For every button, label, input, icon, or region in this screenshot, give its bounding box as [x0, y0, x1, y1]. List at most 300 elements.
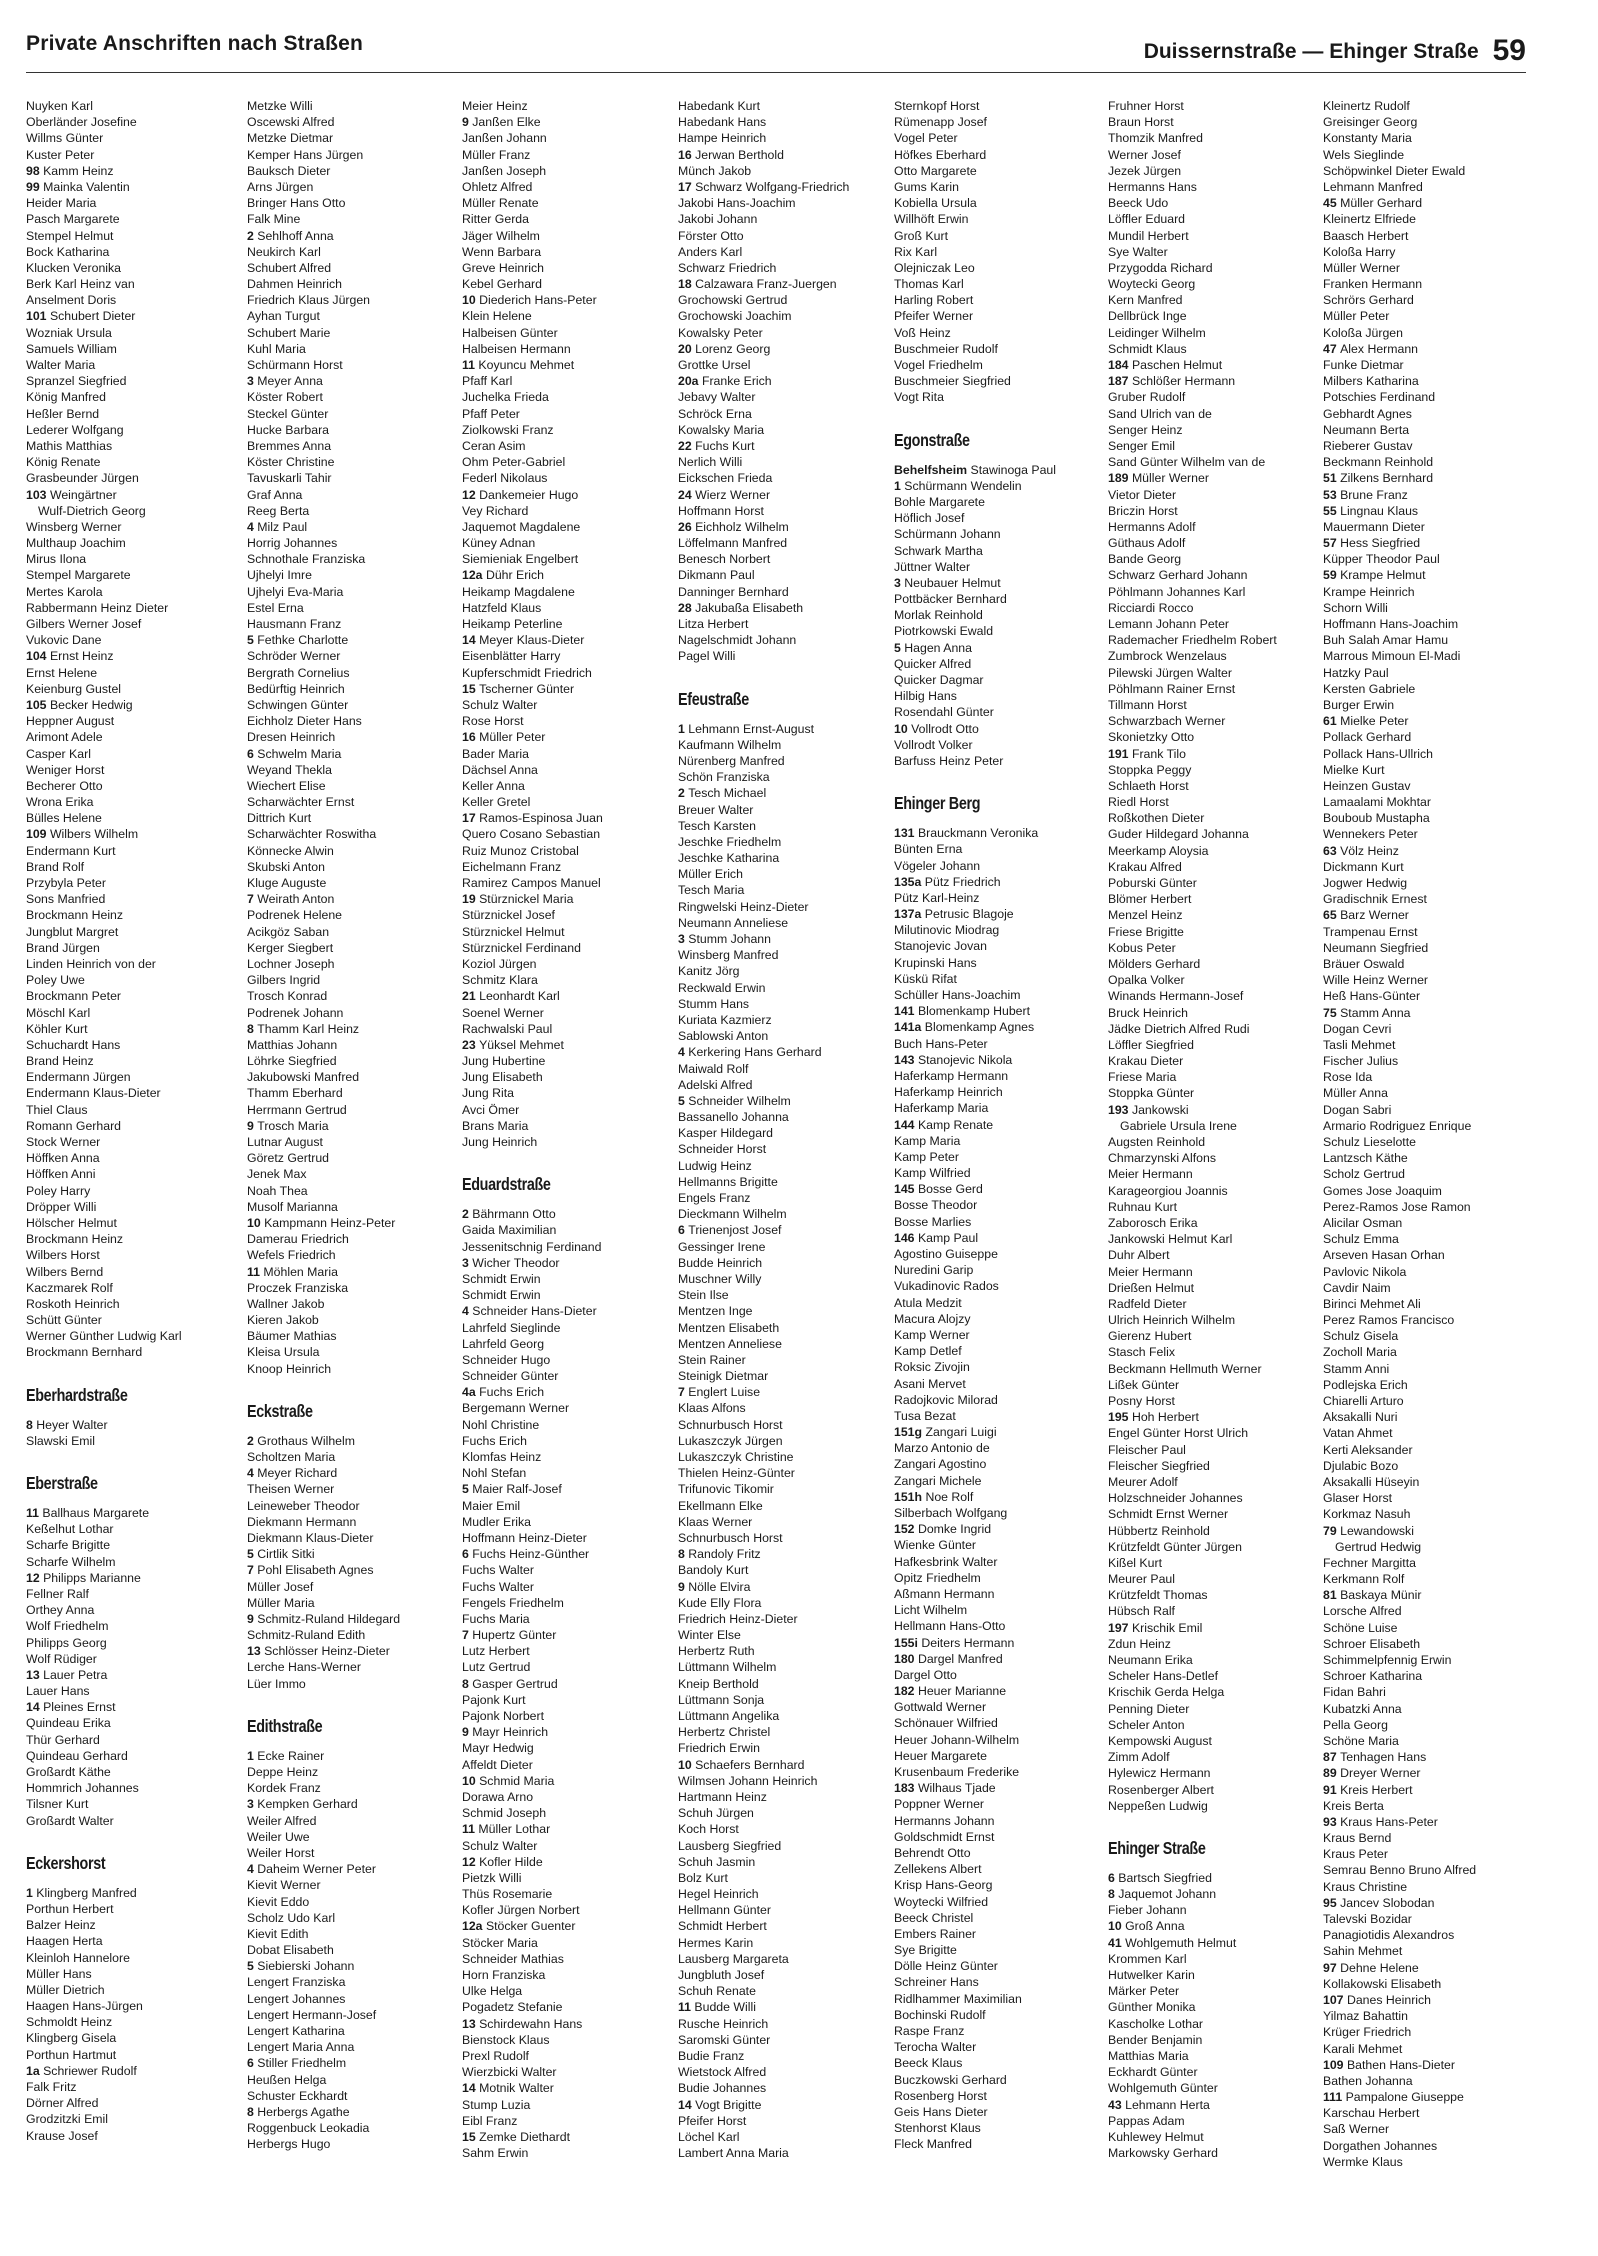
resident-entry: Halbeisen Günter [462, 325, 558, 340]
resident-entry: Lamaalami Mokhtar [1323, 795, 1431, 810]
resident-entry: Schmidt Herbert [678, 1919, 767, 1934]
resident-entry: Licht Wilhelm [894, 1603, 968, 1618]
resident-entry: 5 Maier Ralf-Josef [462, 1482, 562, 1497]
resident-entry: Kobiella Ursula [894, 196, 977, 211]
resident-entry: 143 Stanojevic Nikola [894, 1052, 1013, 1067]
resident-entry: Krakau Alfred [1108, 859, 1182, 874]
resident-entry: Habedank Hans [678, 115, 767, 130]
resident-entry: Kleinloh Hannelore [26, 1950, 130, 1965]
resident-entry: Brans Maria [462, 1118, 529, 1133]
resident-entry: Avci Ömer [462, 1102, 520, 1117]
resident-entry: Scharwächter Ernst [247, 795, 355, 810]
resident-entry: Bringer Hans Otto [247, 196, 346, 211]
resident-entry: 189 Müller Werner [1108, 471, 1209, 486]
resident-entry: Küskü Rifat [894, 971, 957, 986]
resident-entry: 105 Becker Hedwig [26, 697, 133, 712]
resident-entry: Hucke Barbara [247, 422, 330, 437]
resident-entry: Maier Emil [462, 1498, 521, 1513]
resident-entry: Lukaszczyk Jürgen [678, 1433, 783, 1448]
resident-entry: Friedrich Klaus Jürgen [247, 293, 371, 308]
resident-entry: Tilsner Kurt [26, 1797, 89, 1812]
resident-entry: Greve Heinrich [462, 260, 545, 275]
resident-entry: Jädke Dietrich Alfred Rudi [1108, 1021, 1250, 1036]
resident-entry: Rose Horst [462, 714, 524, 729]
resident-entry: Przygodda Richard [1108, 260, 1213, 275]
house-number: 3 [247, 374, 258, 389]
house-number: 26 [678, 519, 696, 534]
resident-entry: Ceran Asim [462, 438, 526, 453]
resident-entry: Heuer Johann-Wilhelm [894, 1732, 1020, 1747]
house-number: 5 [247, 633, 258, 648]
resident-entry: Krüger Friedrich [1323, 2025, 1412, 2040]
resident-entry: Schön Franziska [678, 770, 770, 785]
resident-entry: Soenel Werner [462, 1005, 544, 1020]
resident-entry: 7 Pohl Elisabeth Agnes [247, 1563, 374, 1578]
resident-entry: Heß Hans-Günter [1323, 989, 1421, 1004]
resident-entry: Dikmann Paul [678, 568, 755, 583]
resident-entry: Keller Anna [462, 778, 525, 793]
resident-entry: Becherer Otto [26, 778, 103, 793]
resident-entry: Behrendt Otto [894, 1845, 971, 1860]
resident-entry: Bader Maria [462, 746, 529, 761]
house-number: 184 [1108, 358, 1132, 372]
resident-entry: Kemper Hans Jürgen [247, 147, 364, 162]
resident-entry: Fuchs Erich [462, 1433, 527, 1448]
resident-entry: Stein Rainer [678, 1352, 746, 1367]
resident-entry: Gilbers Ingrid [247, 973, 321, 988]
resident-entry: Nohl Stefan [462, 1466, 527, 1481]
resident-entry: Klingberg Gisela [26, 2031, 117, 2046]
resident-entry: 2 Tesch Michael [678, 786, 767, 801]
resident-entry: Lausberg Siegfried [678, 1838, 782, 1853]
resident-entry: 13 Schlösser Heinz-Dieter [247, 1644, 390, 1659]
resident-entry: Hermes Karin [678, 1935, 754, 1950]
house-number: 13 [462, 2016, 480, 2031]
resident-entry: Bosse Marlies [894, 1214, 972, 1229]
house-number: 93 [1323, 1814, 1341, 1829]
resident-entry: Jungbluth Josef [678, 1968, 765, 1982]
resident-entry: Korkmaz Nasuh [1323, 1507, 1411, 1522]
resident-entry: Rosendahl Günter [894, 705, 994, 720]
resident-entry: Kamp Detlef [894, 1344, 962, 1359]
resident-entry: Holzschneider Johannes [1108, 1491, 1243, 1506]
resident-entry: Vögeler Johann [894, 858, 981, 873]
resident-entry: Roggenbuck Leokadia [247, 2121, 370, 2136]
resident-entry: Ernst Helene [26, 665, 98, 680]
resident-entry: Keller Gretel [462, 795, 531, 810]
resident-entry: 145 Bosse Gerd [894, 1182, 983, 1197]
resident-entry: Zumbrock Wenzelaus [1108, 649, 1227, 664]
resident-entry: 6 Bartsch Siegfried [1108, 1870, 1212, 1885]
resident-entry: Milutinovic Miodrag [894, 923, 1000, 938]
resident-entry: Stumm Hans [678, 996, 750, 1011]
house-number: 14 [462, 633, 480, 648]
house-number: 4 [678, 1045, 689, 1060]
house-number: 11 [247, 1264, 264, 1279]
resident-entry: Ujhelyi Eva-Maria [247, 584, 344, 599]
resident-entry: 11 Budde Willi [678, 2000, 756, 2015]
house-number: 135a [894, 874, 925, 889]
resident-entry: Senger Emil [1108, 438, 1175, 453]
column-5 [894, 98, 1104, 2153]
resident-entry: Diekmann Klaus-Dieter [247, 1530, 374, 1545]
resident-entry: Adelski Alfred [678, 1077, 753, 1092]
resident-entry: Grochowski Gertrud [678, 293, 788, 308]
resident-entry: Grottke Ursel [678, 358, 751, 372]
resident-entry: Sye Walter [1108, 244, 1168, 259]
resident-entry: Dogan Cevri [1323, 1021, 1392, 1036]
house-number: 195 [1108, 1410, 1132, 1425]
resident-entry: Gradischnik Ernest [1323, 892, 1427, 907]
resident-entry: 75 Stamm Anna [1323, 1005, 1411, 1020]
resident-entry: 23 Yüksel Mehmet [462, 1037, 564, 1052]
house-number: 12a [462, 1919, 486, 1934]
resident-entry: Roßkothen Dieter [1108, 811, 1205, 826]
resident-entry: Lengert Katharina [247, 2024, 345, 2038]
resident-entry: Morlak Reinhold [894, 608, 983, 623]
resident-entry: Wolf Rüdiger [26, 1651, 97, 1666]
resident-entry: Dargel Otto [894, 1667, 957, 1682]
resident-entry: 21 Leonhardt Karl [462, 989, 560, 1004]
resident-entry: 187 Schlößer Hermann [1108, 374, 1236, 389]
resident-entry: Fechner Margitta [1323, 1555, 1416, 1570]
resident-entry: Hampe Heinrich [678, 131, 767, 146]
resident-entry: Nuyken Karl [26, 99, 93, 113]
house-number: 53 [1323, 487, 1341, 502]
resident-entry: Braun Horst [1108, 115, 1174, 130]
house-number: 8 [462, 1676, 473, 1691]
resident-entry: Schuchardt Hans [26, 1037, 121, 1052]
resident-entry: Brand Rolf [26, 859, 85, 874]
resident-entry: Schubert Marie [247, 325, 331, 340]
resident-entry: Trifunovic Tikomir [678, 1482, 774, 1497]
resident-entry: Mudler Erika [462, 1514, 532, 1529]
resident-entry: Schulz Walter [462, 1838, 538, 1853]
resident-entry: Stöcker Maria [462, 1935, 538, 1950]
house-number: 197 [1108, 1620, 1132, 1635]
house-number: 152 [894, 1522, 918, 1537]
house-number: 12 [462, 1854, 480, 1869]
house-number: 10 [462, 293, 480, 308]
resident-entry: Birinci Mehmet Ali [1323, 1296, 1421, 1311]
resident-entry: 14 Pleines Ernst [26, 1700, 116, 1715]
resident-entry: Halbeisen Hermann [462, 341, 571, 356]
resident-entry: Kievit Edith [247, 1926, 309, 1941]
house-number: 6 [247, 746, 258, 761]
resident-entry: Aksakalli Hüseyin [1323, 1474, 1420, 1489]
resident-entry: Porthun Hartmut [26, 2047, 117, 2062]
resident-entry: Opitz Friedhelm [894, 1570, 981, 1585]
resident-entry: Zdun Heinz [1108, 1636, 1171, 1651]
house-number: 4a [462, 1385, 480, 1400]
resident-entry: 3 Stumm Johann [678, 932, 771, 946]
resident-entry: 4 Meyer Richard [247, 1466, 338, 1481]
resident-entry: Muschner Willy [678, 1271, 762, 1286]
house-number: 7 [247, 1563, 258, 1578]
resident-entry: Vogt Rita [894, 390, 944, 405]
house-number: 151h [894, 1489, 926, 1504]
resident-entry: Heikamp Peterline [462, 617, 563, 631]
resident-entry: Grochowski Joachim [678, 309, 792, 324]
resident-entry: Engel Günter Horst Ulrich [1108, 1426, 1249, 1441]
resident-entry: Schimmelpfennig Erwin [1323, 1653, 1452, 1667]
resident-entry: Lengert Franziska [247, 1975, 346, 1990]
house-number: 143 [894, 1052, 918, 1067]
house-number: 65 [1323, 908, 1341, 923]
resident-entry: Weiler Uwe [247, 1829, 310, 1844]
house-number: 13 [247, 1644, 265, 1659]
resident-entry: Fleischer Paul [1108, 1442, 1186, 1457]
resident-entry: 16 Müller Peter [462, 730, 546, 745]
resident-entry: Schröder Werner [247, 649, 341, 664]
resident-entry: Sye Brigitte [894, 1943, 957, 1958]
resident-entry: Mölders Gerhard [1108, 956, 1201, 971]
house-number: 9 [247, 1118, 258, 1133]
resident-entry: 22 Fuchs Kurt [678, 438, 755, 453]
resident-entry: Rachwalski Paul [462, 1021, 553, 1036]
resident-entry: Asani Mervet [894, 1376, 966, 1391]
resident-entry: Pasch Margarete [26, 212, 120, 227]
resident-entry: 4a Fuchs Erich [462, 1385, 545, 1400]
resident-entry: Höffken Anna [26, 1151, 100, 1166]
house-number: 41 [1108, 1935, 1126, 1950]
resident-name-continued: Gertrud Hedwig [1335, 1539, 1422, 1554]
resident-entry: Köhler Kurt [26, 1021, 88, 1036]
resident-entry: Leineweber Theodor [247, 1498, 360, 1513]
resident-entry: Lutz Herbert [462, 1644, 530, 1659]
resident-entry: Haferkamp Heinrich [894, 1085, 1003, 1100]
resident-entry: Maiwald Rolf [678, 1061, 749, 1076]
resident-entry: Kißel Kurt [1108, 1555, 1162, 1570]
house-number: 10 [247, 1215, 265, 1230]
resident-entry: Beckmann Reinhold [1323, 455, 1434, 470]
resident-entry: Pavlovic Nikola [1323, 1264, 1407, 1279]
resident-entry: Könnecke Alwin [247, 843, 334, 858]
resident-entry: Krischik Gerda Helga [1108, 1685, 1225, 1700]
resident-entry: Pöhlmann Rainer Ernst [1108, 681, 1236, 696]
house-number: 87 [1323, 1750, 1341, 1765]
resident-entry: Anders Karl [678, 244, 743, 259]
resident-entry: Agostino Guiseppe [894, 1247, 998, 1261]
resident-entry: Förster Otto [678, 228, 744, 243]
resident-entry: Pfaff Peter [462, 406, 520, 421]
resident-entry: Gomes Jose Joaquim [1323, 1183, 1442, 1198]
resident-entry: 16 Jerwan Berthold [678, 147, 784, 162]
resident-entry: Stamm Anni [1323, 1361, 1390, 1376]
resident-entry: Ruiz Munoz Cristobal [462, 843, 579, 858]
resident-entry: Tillmann Horst [1108, 697, 1187, 712]
resident-entry: 79 Lewandowski [1323, 1523, 1414, 1538]
resident-entry: Krakau Dieter [1108, 1054, 1184, 1069]
column-4 [678, 98, 888, 2161]
resident-entry: Mentzen Anneliese [678, 1336, 782, 1351]
resident-entry: Diekmann Hermann [247, 1514, 357, 1529]
resident-entry: 6 Schwelm Maria [247, 746, 342, 761]
resident-entry: Markowsky Gerhard [1108, 2146, 1219, 2161]
house-number: 98 [26, 163, 44, 178]
resident-entry: Schöpwinkel Dieter Ewald [1323, 163, 1466, 178]
house-number: 8 [26, 1417, 37, 1432]
resident-entry: Kowalsky Maria [678, 422, 765, 437]
house-number: 10 [1108, 1919, 1126, 1934]
resident-entry: Pollack Hans-Ullrich [1323, 746, 1434, 761]
resident-entry: Lengert Maria Anna [247, 2040, 355, 2055]
resident-entry: Jung Heinrich [462, 1135, 538, 1149]
resident-entry: Geis Hans Dieter [894, 2104, 988, 2119]
resident-entry: 155i Deiters Hermann [894, 1635, 1015, 1650]
directory-columns [26, 98, 1546, 2248]
house-number: 9 [247, 1611, 258, 1626]
resident-entry: Noah Thea [247, 1183, 308, 1198]
resident-entry: 24 Wierz Werner [678, 487, 771, 502]
house-number: 22 [678, 438, 696, 453]
resident-entry: Hoffmann Hans-Joachim [1323, 617, 1459, 631]
resident-entry: Musolf Marianna [247, 1199, 338, 1214]
resident-entry: Rosenberger Albert [1108, 1782, 1214, 1797]
resident-entry: Knoop Heinrich [247, 1361, 332, 1376]
resident-entry: Lutz Gertrud [462, 1660, 531, 1675]
resident-entry: Herbertz Christel [678, 1725, 771, 1740]
resident-entry: Kude Elly Flora [678, 1595, 762, 1610]
resident-entry: Embers Rainer [894, 1926, 977, 1941]
resident-entry: 2 Sehlhoff Anna [247, 228, 334, 243]
resident-entry: Kowalsky Peter [678, 325, 763, 340]
resident-entry: 184 Paschen Helmut [1108, 358, 1223, 372]
resident-entry: Franken Hermann [1323, 277, 1423, 292]
resident-entry: Ricciardi Rocco [1108, 600, 1194, 615]
resident-entry: Kaczmarek Rolf [26, 1280, 113, 1295]
resident-entry: Endermann Kurt [26, 843, 116, 858]
resident-entry: Terocha Walter [894, 2040, 977, 2055]
resident-entry: Guder Hildegard Johanna [1108, 827, 1249, 842]
resident-entry: Krützfeldt Günter Jürgen [1108, 1539, 1242, 1554]
resident-entry: Eibl Franz [462, 2113, 518, 2128]
resident-entry: Ziolkowski Franz [462, 422, 554, 437]
resident-entry: Hübsch Ralf [1108, 1604, 1175, 1619]
resident-entry: 3 Wicher Theodor [462, 1255, 560, 1270]
resident-entry: Oscewski Alfred [247, 115, 335, 130]
resident-entry: Friese Brigitte [1108, 924, 1184, 939]
resident-entry: Zocholl Maria [1323, 1345, 1397, 1360]
resident-entry: Matthias Maria [1108, 2048, 1189, 2063]
resident-entry: Pagel Willi [678, 649, 736, 664]
resident-entry: 195 Hoh Herbert [1108, 1410, 1199, 1425]
resident-entry: Eisenblätter Harry [462, 649, 561, 664]
resident-entry: Wennekers Peter [1323, 827, 1418, 842]
house-number: 14 [462, 2081, 480, 2096]
house-number: 101 [26, 309, 50, 324]
resident-entry: Perez-Ramos Jose Ramon [1323, 1199, 1471, 1214]
house-number: 7 [462, 1628, 473, 1643]
resident-entry: Kamp Wilfried [894, 1166, 971, 1181]
resident-entry: 13 Schirdewahn Hans [462, 2016, 583, 2031]
resident-entry: Schreiner Hans [894, 1975, 979, 1990]
resident-entry: Thiel Claus [26, 1102, 88, 1117]
house-number: 183 [894, 1781, 918, 1796]
resident-entry: Kleinertz Elfriede [1323, 212, 1416, 227]
resident-entry: Müller Werner [1323, 260, 1400, 275]
resident-entry: Schroer Elisabeth [1323, 1636, 1421, 1651]
resident-entry: Marzo Antonio de [894, 1441, 990, 1456]
resident-entry: Schmidt Erwin [462, 1288, 541, 1303]
resident-entry: Tesch Maria [678, 883, 745, 898]
resident-entry: 93 Kraus Hans-Peter [1323, 1814, 1438, 1829]
resident-entry: Brand Jürgen [26, 940, 100, 955]
resident-entry: Märker Peter [1108, 1984, 1180, 1999]
resident-entry: Lengert Johannes [247, 1991, 346, 2006]
resident-entry: Posny Horst [1108, 1394, 1175, 1408]
resident-entry: Kraus Bernd [1323, 1831, 1392, 1846]
resident-entry: Duhr Albert [1108, 1248, 1170, 1263]
resident-entry: Weiler Horst [247, 1845, 315, 1860]
resident-entry: 10 Groß Anna [1108, 1919, 1185, 1934]
resident-entry: Pajonk Norbert [462, 1709, 545, 1723]
resident-entry: Mayr Hedwig [462, 1741, 534, 1756]
resident-entry: Hatzky Paul [1323, 665, 1389, 680]
house-number: 1 [894, 478, 905, 493]
resident-entry: Jakubowski Manfred [247, 1070, 360, 1085]
resident-entry: Schneider Mathias [462, 1951, 564, 1966]
resident-entry: Rusche Heinrich [678, 2016, 769, 2031]
resident-entry: Pappas Adam [1108, 2113, 1185, 2128]
resident-entry: Sablowski Anton [678, 1029, 769, 1044]
resident-entry: Küney Adnan [462, 536, 536, 551]
resident-entry: Reeg Berta [247, 503, 310, 518]
resident-entry: Schlaeth Horst [1108, 778, 1189, 793]
resident-entry: Siemieniak Engelbert [462, 552, 579, 567]
resident-entry: 10 Kampmann Heinz-Peter [247, 1215, 396, 1230]
resident-entry: Arimont Adele [26, 730, 103, 745]
resident-entry: Klucken Veronika [26, 260, 122, 275]
resident-entry: Woytecki Georg [1108, 277, 1196, 292]
resident-entry: Zangari Michele [894, 1473, 982, 1488]
house-number: 141 [894, 1004, 918, 1019]
resident-entry: Budie Johannes [678, 2081, 767, 2096]
resident-entry: 8 Randoly Fritz [678, 1547, 761, 1562]
resident-entry: 146 Kamp Paul [894, 1230, 979, 1245]
resident-entry: 4 Kerkering Hans Gerhard [678, 1045, 822, 1060]
resident-entry: 3 Kempken Gerhard [247, 1797, 358, 1812]
resident-entry: Schmidt Ernst Werner [1108, 1507, 1229, 1522]
resident-entry: Vietor Dieter [1108, 487, 1177, 502]
resident-entry: Löffler Siegfried [1108, 1037, 1194, 1052]
resident-entry: 10 Vollrodt Otto [894, 721, 979, 736]
house-number: 5 [678, 1093, 689, 1108]
resident-entry: Krupinski Hans [894, 955, 977, 970]
resident-entry: Nerlich Willi [678, 455, 743, 470]
house-number: 16 [678, 147, 696, 162]
resident-entry: Eckhardt Günter [1108, 2065, 1198, 2080]
resident-entry: Tesch Karsten [678, 818, 756, 833]
resident-entry: 19 Stürznickel Maria [462, 892, 574, 907]
resident-entry: Lüttmann Wilhelm [678, 1660, 777, 1675]
resident-entry: 193 Jankowski [1108, 1102, 1189, 1117]
house-number: 16 [462, 730, 480, 745]
resident-entry: Fellner Ralf [26, 1586, 89, 1601]
resident-entry: Saß Werner [1323, 2122, 1390, 2137]
resident-entry: Meerkamp Aloysia [1108, 843, 1209, 858]
resident-entry: Heßler Bernd [26, 406, 100, 421]
resident-entry: Atula Medzit [894, 1295, 962, 1310]
resident-entry: Hausmann Franz [247, 617, 342, 631]
resident-entry: Nohl Christine [462, 1417, 540, 1432]
resident-entry: 14 Meyer Klaus-Dieter [462, 633, 585, 648]
resident-entry: Hoffmann Heinz-Dieter [462, 1530, 587, 1545]
resident-entry: Ridlhammer Maximilian [894, 1991, 1022, 2006]
resident-entry: Jäger Wilhelm [462, 228, 540, 243]
resident-entry: Bohle Margarete [894, 494, 985, 509]
resident-entry: Endermann Klaus-Dieter [26, 1086, 161, 1101]
